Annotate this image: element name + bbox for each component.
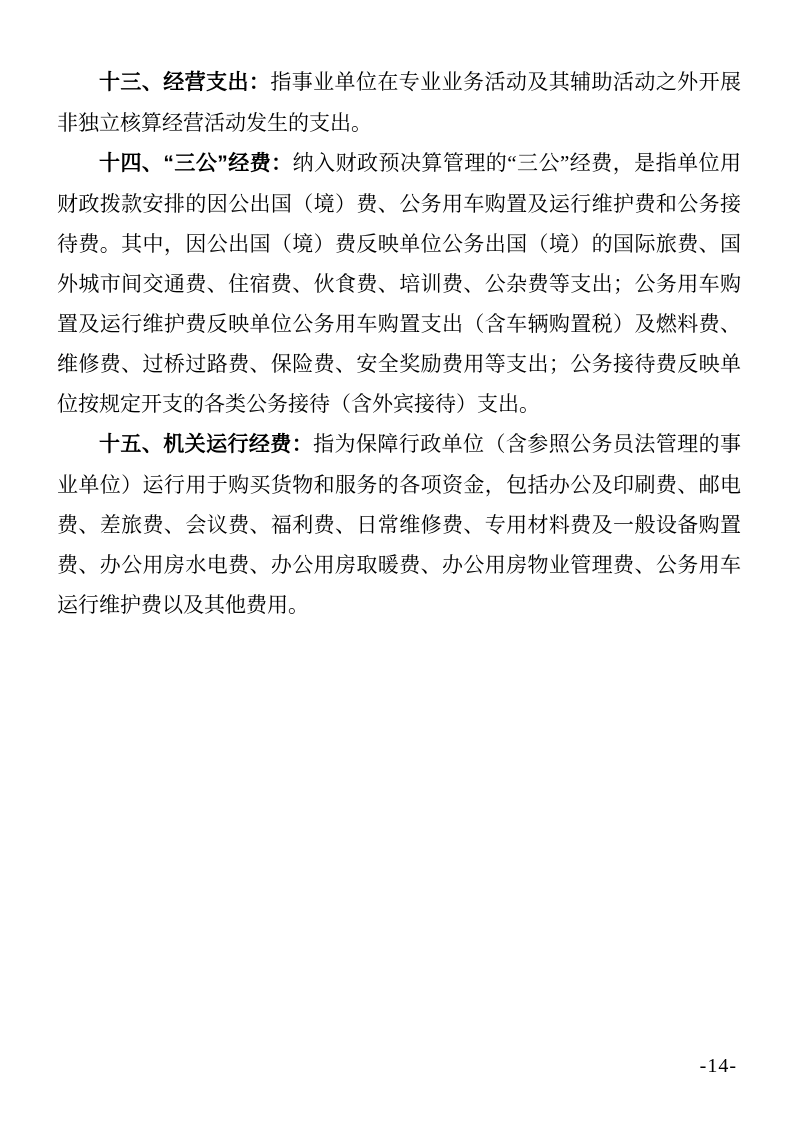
paragraph-13-lead: 十三、经营支出：: [99, 71, 271, 94]
paragraph-14-text: 纳入财政预决算管理的“三公”经费，是指单位用财政拨款安排的因公出国（境）费、公务用车购置及运行维护费和公务接待费。其中，因公出国（境）费反映单位公务出国（境）的国际旅费、国外城市间交通费、住宿费、伙食费、培训费、公杂费等支出；公务用车购置及运行维护费反映单位公务用车购置支出（含车辆购置税）及燃料费、维修费、过桥过路费、保险费、安全奖励费用等支出；公务接待费反映单位按规定开支的各类公务接待（含外宾接待）支出。: [57, 151, 742, 416]
paragraph-14: [57, 143, 741, 424]
paragraph-15-text: 指为保障行政单位（含参照公务员法管理的事业单位）运行用于购买货物和服务的各项资金，包括办公及印刷费、邮电费、差旅费、会议费、福利费、日常维修费、专用材料费及一般设备购置费、办公用房水电费、办公用房取暖费、办公用房物业管理费、公务用车运行维护费以及其他费用。: [57, 432, 742, 617]
paragraph-15-lead: 十五、机关运行经费：: [99, 433, 314, 456]
paragraph-13-text: 指事业单位在专业业务活动及其辅助活动之外开展非独立核算经营活动发生的支出。: [57, 70, 742, 135]
paragraph-15: [57, 424, 741, 625]
paragraph-13: [57, 62, 741, 143]
paragraph-14-lead: 十四、“三公”经费：: [99, 152, 293, 175]
document-body: [57, 62, 741, 625]
page-number: -14-: [699, 1055, 737, 1077]
